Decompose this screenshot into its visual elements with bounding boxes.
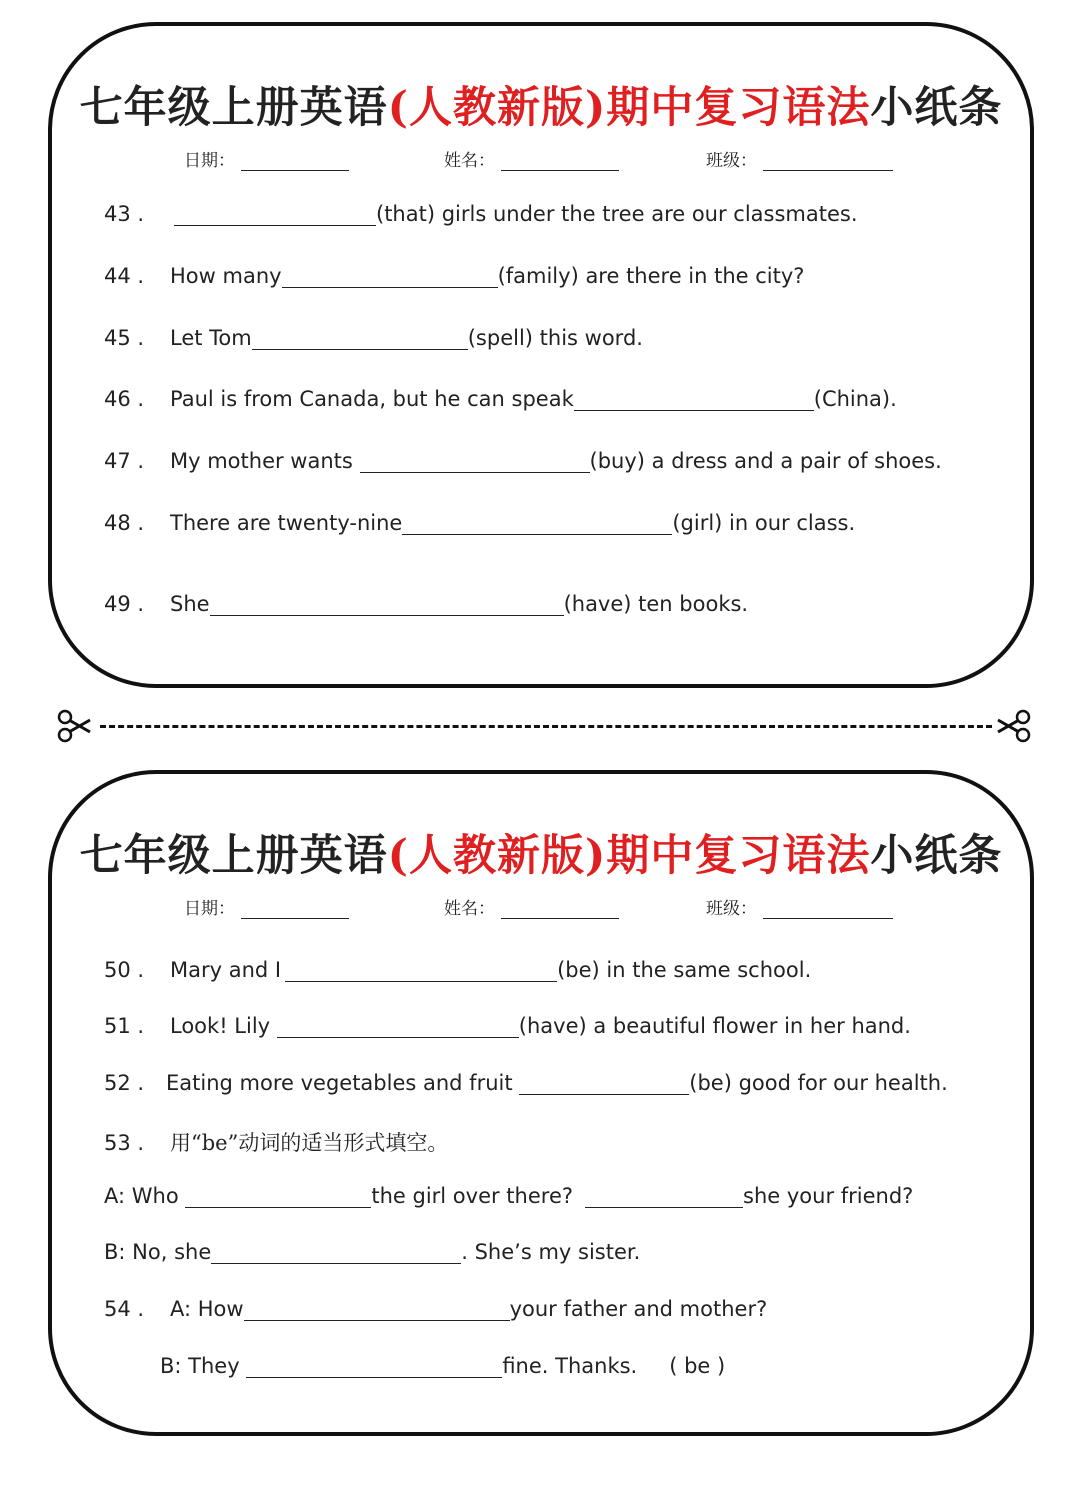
date-field bbox=[184, 146, 349, 171]
answer-blank[interactable] bbox=[519, 1072, 689, 1095]
question-51 bbox=[104, 1014, 911, 1038]
worksheet-card-2 bbox=[48, 770, 1034, 1436]
name-label: 姓名： bbox=[444, 899, 495, 919]
name-label: 姓名： bbox=[444, 151, 495, 171]
question-number: 52 . bbox=[104, 1071, 145, 1095]
answer-blank[interactable] bbox=[277, 1015, 519, 1038]
name-field bbox=[444, 894, 619, 919]
question-number: 48 . bbox=[104, 511, 145, 535]
scissors-icon bbox=[996, 708, 1032, 744]
name-blank[interactable] bbox=[501, 900, 619, 919]
question-text: (family) are there in the city? bbox=[497, 264, 805, 288]
answer-blank[interactable] bbox=[174, 203, 376, 226]
class-blank[interactable] bbox=[763, 152, 893, 171]
date-label: 日期： bbox=[184, 899, 235, 919]
answer-blank[interactable] bbox=[360, 450, 590, 473]
name-field bbox=[444, 146, 619, 171]
answer-blank[interactable] bbox=[252, 327, 468, 350]
question-52 bbox=[104, 1071, 948, 1095]
worksheet-title bbox=[52, 822, 1030, 883]
scissors-icon bbox=[56, 708, 92, 744]
question-54-line-b bbox=[160, 1354, 725, 1378]
answer-blank[interactable] bbox=[185, 1185, 371, 1208]
question-number: 43 . bbox=[104, 202, 145, 226]
class-label: 班级： bbox=[706, 899, 757, 919]
question-number: 54 . bbox=[104, 1297, 145, 1321]
question-number: 45 . bbox=[104, 326, 145, 350]
question-text: (be) good for our health. bbox=[689, 1071, 948, 1095]
class-field bbox=[706, 894, 893, 919]
question-43 bbox=[104, 202, 858, 226]
title-part-red: (人教新版)期中复习语法 bbox=[387, 831, 871, 881]
question-text: the girl over there? bbox=[371, 1184, 574, 1208]
class-label: 班级： bbox=[706, 151, 757, 171]
question-text: Paul is from Canada, but he can speak bbox=[170, 387, 574, 411]
question-number: 53 . bbox=[104, 1131, 145, 1155]
class-blank[interactable] bbox=[763, 900, 893, 919]
question-text: Eating more vegetables and fruit bbox=[166, 1071, 520, 1095]
question-text: fine. Thanks. bbox=[502, 1354, 638, 1378]
date-field bbox=[184, 894, 349, 919]
question-number: 51 . bbox=[104, 1014, 145, 1038]
title-part-red: (人教新版)期中复习语法 bbox=[387, 83, 871, 133]
date-blank[interactable] bbox=[241, 900, 349, 919]
question-number: 44 . bbox=[104, 264, 145, 288]
worksheet-title bbox=[52, 74, 1030, 135]
question-53 bbox=[104, 1127, 448, 1157]
question-text: (that) girls under the tree are our classmates. bbox=[376, 202, 858, 226]
question-text: How many bbox=[170, 264, 282, 288]
answer-blank[interactable] bbox=[244, 1298, 510, 1321]
title-part-3: 小纸条 bbox=[870, 83, 1003, 133]
question-text: Look! Lily bbox=[170, 1014, 277, 1038]
question-number: 49 . bbox=[104, 592, 145, 616]
question-text: she your friend? bbox=[743, 1184, 914, 1208]
worksheet-card-1 bbox=[48, 22, 1034, 688]
question-text: A: How bbox=[170, 1297, 244, 1321]
answer-blank[interactable] bbox=[282, 265, 498, 288]
question-text: 用“be”动词的适当形式填空。 bbox=[170, 1131, 449, 1155]
title-part-1: 七年级上册英语 bbox=[79, 83, 388, 133]
question-text: Mary and I bbox=[170, 958, 282, 982]
question-53-line-b bbox=[104, 1240, 640, 1264]
question-number: 46 . bbox=[104, 387, 145, 411]
answer-blank[interactable] bbox=[210, 593, 564, 616]
answer-blank[interactable] bbox=[574, 388, 814, 411]
question-text: your father and mother? bbox=[509, 1297, 768, 1321]
answer-blank[interactable] bbox=[211, 1241, 461, 1264]
answer-blank[interactable] bbox=[402, 512, 672, 535]
question-text: (have) ten books. bbox=[563, 592, 749, 616]
question-47 bbox=[104, 449, 942, 473]
question-46 bbox=[104, 387, 897, 411]
question-text: She bbox=[170, 592, 210, 616]
question-text: (have) a beautiful flower in her hand. bbox=[518, 1014, 911, 1038]
question-text: (spell) this word. bbox=[467, 326, 643, 350]
question-54-line-a bbox=[104, 1297, 767, 1321]
cut-line bbox=[56, 708, 1036, 744]
question-text: . She’s my sister. bbox=[461, 1240, 641, 1264]
question-text: B: They bbox=[160, 1354, 247, 1378]
question-49 bbox=[104, 592, 748, 616]
date-blank[interactable] bbox=[241, 152, 349, 171]
question-text: (buy) a dress and a pair of shoes. bbox=[589, 449, 942, 473]
question-48 bbox=[104, 511, 855, 535]
question-text: (China). bbox=[813, 387, 897, 411]
class-field bbox=[706, 146, 893, 171]
question-text: There are twenty-nine bbox=[170, 511, 403, 535]
question-text: B: No, she bbox=[104, 1240, 212, 1264]
question-45 bbox=[104, 326, 643, 350]
question-text: A: Who bbox=[104, 1184, 186, 1208]
question-text: (be) in the same school. bbox=[557, 958, 812, 982]
date-label: 日期： bbox=[184, 151, 235, 171]
question-44 bbox=[104, 264, 804, 288]
dashed-divider bbox=[100, 725, 992, 728]
title-part-1: 七年级上册英语 bbox=[79, 831, 388, 881]
question-number: 47 . bbox=[104, 449, 145, 473]
answer-blank[interactable] bbox=[285, 959, 557, 982]
question-50 bbox=[104, 958, 811, 982]
answer-blank[interactable] bbox=[246, 1355, 502, 1378]
question-text: My mother wants bbox=[170, 449, 360, 473]
question-53-line-a bbox=[104, 1184, 913, 1208]
name-blank[interactable] bbox=[501, 152, 619, 171]
title-part-3: 小纸条 bbox=[870, 831, 1003, 881]
answer-blank[interactable] bbox=[585, 1185, 743, 1208]
question-number: 50 . bbox=[104, 958, 145, 982]
question-text: Let Tom bbox=[170, 326, 252, 350]
question-hint: ( be ) bbox=[669, 1354, 726, 1378]
question-text: (girl) in our class. bbox=[672, 511, 856, 535]
